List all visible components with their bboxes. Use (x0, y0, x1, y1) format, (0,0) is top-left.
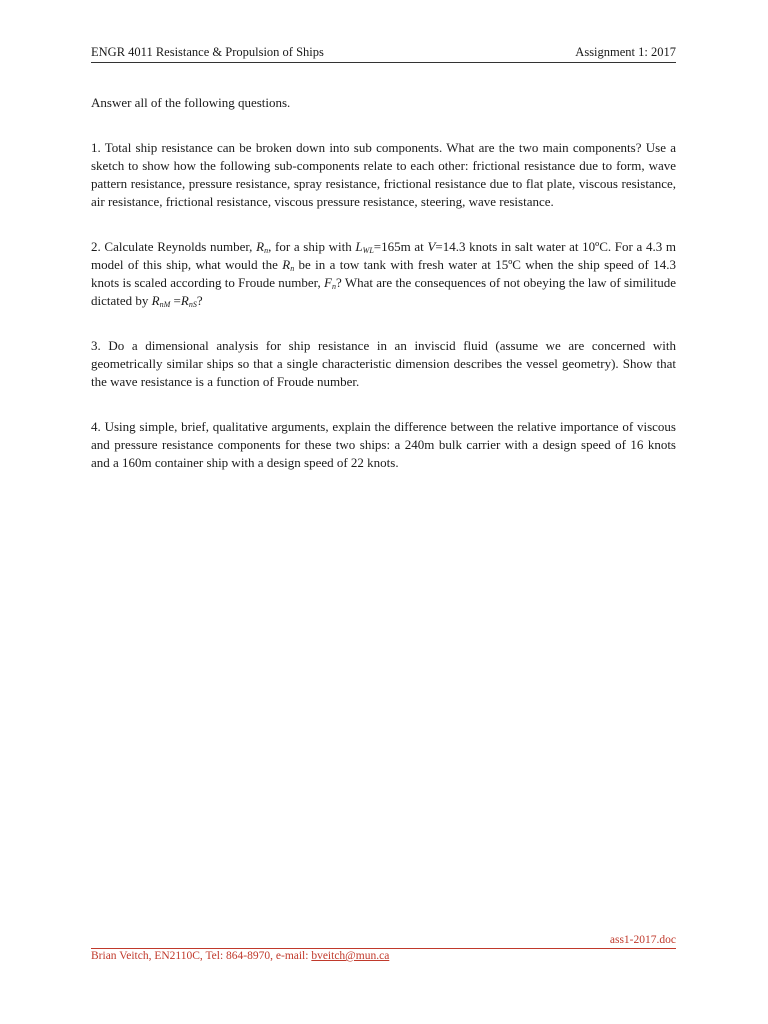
froude-symbol: $F_n$ (324, 275, 336, 291)
waterline-length-symbol: $L_{WL}$ (355, 239, 374, 255)
reynolds-symbol: $R_n$ (256, 239, 269, 255)
q2-text-4: =14.3 knots in salt water at 10ºC. For a 4.3 m model of this ship, what would the (91, 239, 677, 272)
question-3: 3. Do a dimensional analysis for ship resistance in an inviscid fluid (assume we are concerned with geometrically similar ships so that a single characteristic dimension describes the vessel geometry). Show that the wave resistance is a function of Froude number. (91, 338, 676, 389)
footer-contact (91, 949, 389, 963)
q2-text-8: ? (196, 293, 203, 308)
q2-text-7: = (170, 293, 181, 308)
questions-body (91, 94, 676, 499)
reynolds-ship-symbol: $R_{nS}$ (180, 293, 197, 309)
footer-filename: ass1-2017.doc (609, 934, 676, 946)
q2-text-6: ? What are the consequences of not obeying the law of similitude dictated by (91, 275, 676, 308)
course-title: ENGR 4011 Resistance & Propulsion of Ships (91, 45, 324, 59)
q2-text-1: 2. Calculate Reynolds number, (91, 239, 257, 254)
velocity-symbol: V (427, 239, 436, 254)
email-link[interactable]: bveitch@mun.ca (311, 950, 390, 962)
instructions: Answer all of the following questions. (91, 95, 291, 110)
q2-text-3: =165m at (373, 239, 428, 254)
assignment-label: Assignment 1: 2017 (575, 45, 676, 59)
q2-text-2: , for a ship with (268, 239, 356, 254)
question-2 (91, 238, 676, 310)
page-header (91, 44, 676, 63)
reynolds-model-symbol: $R_{nM}$ (151, 293, 171, 309)
reynolds-symbol-model: $R_n$ (282, 257, 295, 273)
q2-text-5: be in a tow tank with fresh water at 15ºC when the ship speed of 14.3 knots is scaled according to Froude number, (91, 257, 676, 290)
question-1: 1. Total ship resistance can be broken down into sub components. What are the two main components? Use a sketch to show how the following sub-components relate to each other: frictional resistance due to form, wave pattern resistance, pressure resistance, spray resistance, frictional resistance due to flat plate, viscous resistance, air resistance, frictional resistance, viscous pressure resistance, steering, wave resistance. (91, 140, 676, 209)
contact-text: Brian Veitch, EN2110C, Tel: 864-8970, e-mail: (91, 950, 312, 962)
question-4: 4. Using simple, brief, qualitative arguments, explain the difference between the relative importance of viscous and pressure resistance components for these two ships: a 240m bulk carrier with a design speed of 16 knots and a 160m container ship with a design speed of 22 knots. (91, 419, 676, 470)
